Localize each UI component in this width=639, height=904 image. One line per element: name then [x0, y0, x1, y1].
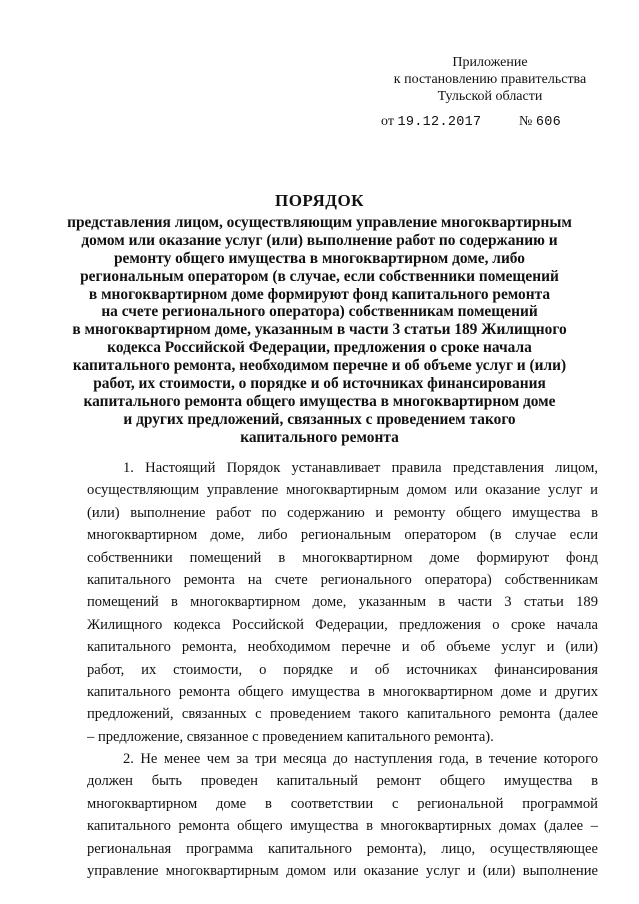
date-prefix: от	[381, 114, 394, 129]
body-line: управление многоквартирным домом или оказание услуг и (или) выполнение	[87, 863, 598, 880]
body-line: капитального ремонта, необходимом перечне и об объеме услуг и (или)	[87, 639, 598, 656]
body-line: Жилищного кодекса Российской Федерации, предложения о сроке начала	[87, 616, 598, 633]
body-line: осуществляющим управление многоквартирным домом или оказание услуг и	[87, 482, 598, 499]
date-value: 19.12.2017	[397, 115, 482, 130]
title-line: домом или оказание услуг (или) выполнение работ по содержанию и	[81, 231, 558, 249]
body-line: помещений в многоквартирном доме, указанным в части 3 статьи 189	[87, 594, 598, 611]
number-value: 606	[535, 115, 562, 130]
body-line: капитального ремонта на счете регионального оператора) собственникам	[87, 571, 598, 588]
body-line: многоквартирном доме в соответствии с региональной программой	[87, 795, 598, 812]
appendix-line: Тульской области	[437, 89, 543, 104]
body-line: (или) выполнение работ по содержанию и ремонту общего имущества в	[87, 504, 598, 521]
title-line: в многоквартирном доме формируют фонд капитального ремонта	[88, 285, 551, 303]
title-line: и других предложений, связанных с проведением такого	[123, 410, 516, 428]
title-line: в многоквартирном доме, указанным в части 3 статьи 189 Жилищного	[72, 321, 567, 339]
title-line: региональным оператором (в случае, если собственники помещений	[80, 267, 559, 285]
body-line: собственники помещений в многоквартирном доме формируют фонд	[87, 549, 598, 566]
body-line: многоквартирном доме, либо региональным оператором (в случае если	[87, 527, 598, 544]
document-body	[87, 457, 598, 882]
document-title	[60, 192, 579, 447]
title-line: ремонту общего имущества в многоквартирном доме, либо	[113, 249, 525, 267]
body-line: – предложение, связанное с проведением капитального ремонта).	[87, 728, 494, 745]
appendix-line: Приложение	[452, 55, 528, 70]
body-line: капитального ремонта общего имущества в многоквартирных домах (далее –	[87, 818, 598, 835]
body-line: региональная программа капитального ремонта), лицо, осуществляющее	[87, 840, 598, 857]
number-label: №	[518, 114, 533, 129]
title-line: на счете регионального оператора) собственникам помещений	[101, 303, 538, 321]
title-line: работ, их стоимости, о порядке и об источниках финансирования	[93, 375, 546, 393]
body-line: должен быть проведен капитальный ремонт общего имущества в	[87, 773, 598, 790]
appendix-line: к постановлению правительства	[393, 72, 587, 87]
title-line: представления лицом, осуществляющим управление многоквартирным	[67, 213, 572, 231]
body-line: работ, их стоимости, о порядке и об источниках финансирования	[87, 661, 598, 678]
title-line: капитального ремонта общего имущества в многоквартирном доме	[83, 392, 556, 410]
title-line: кодекса Российской Федерации, предложения о сроке начала	[107, 339, 532, 357]
body-line: предложений, связанных с проведением такого капитального ремонта (далее	[87, 706, 598, 723]
body-line: капитального ремонта общего имущества в многоквартирном доме и других	[87, 683, 598, 700]
document-date-number	[381, 114, 561, 130]
body-line: 2. Не менее чем за три месяца до наступления года, в течение которого	[123, 751, 598, 768]
appendix-block	[360, 54, 620, 105]
title-heading: ПОРЯДОК	[274, 191, 364, 210]
body-line: 1. Настоящий Порядок устанавливает правила представления лицом,	[123, 460, 598, 476]
title-line: капитального ремонта, необходимом перечне и об объеме услуг и (или)	[72, 357, 567, 375]
title-line: капитального ремонта	[240, 428, 399, 446]
